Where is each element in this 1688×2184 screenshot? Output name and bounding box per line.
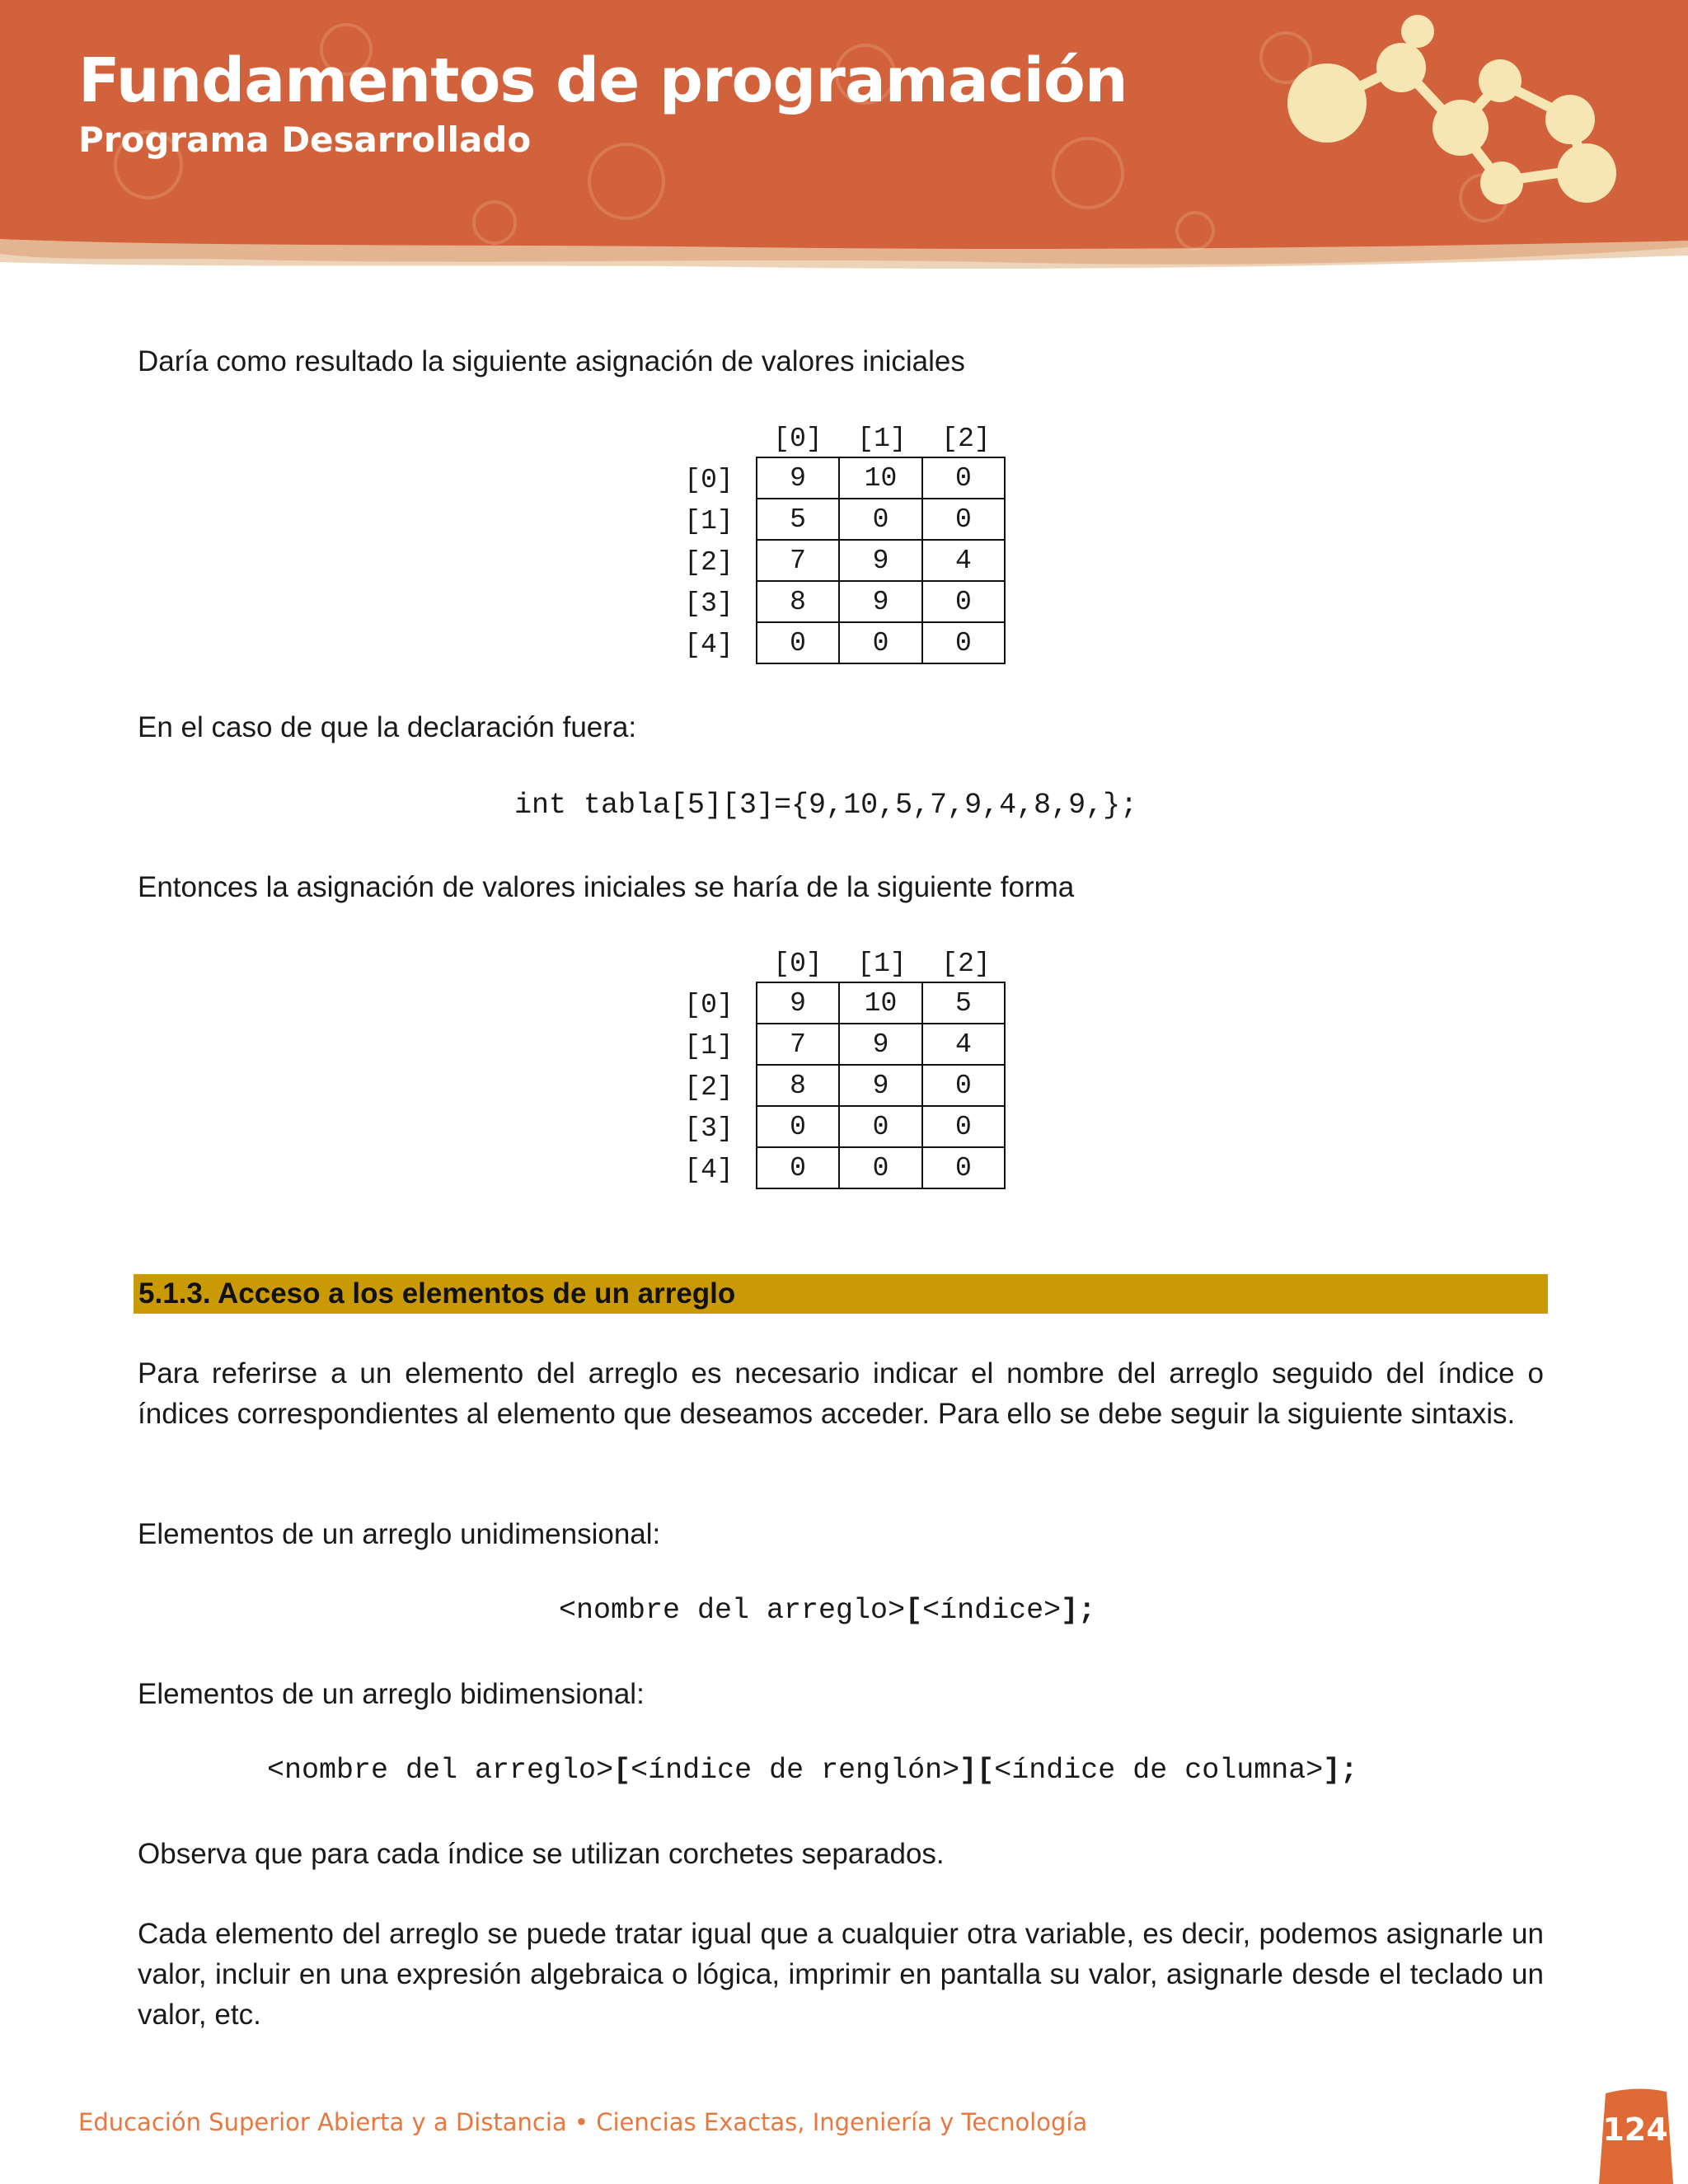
column-header: [0] xyxy=(773,949,823,979)
table-cell: 0 xyxy=(839,499,922,540)
table-cell: 0 xyxy=(922,457,1005,499)
table-row xyxy=(757,540,1005,581)
table-cell: 0 xyxy=(922,1106,1005,1147)
matrix-initial-values-1 xyxy=(676,424,1006,671)
table-cell: 9 xyxy=(839,540,922,581)
row-label: [4] xyxy=(684,630,734,660)
paragraph-bidimensional: Elementos de un arreglo bidimensional: xyxy=(138,1678,645,1710)
table-cell: 0 xyxy=(839,1147,922,1188)
row-label: [1] xyxy=(684,1031,734,1062)
row-label: [2] xyxy=(684,547,734,578)
table-cell: 7 xyxy=(757,1024,839,1065)
table-cell: 9 xyxy=(757,982,839,1024)
table-cell: 8 xyxy=(757,581,839,622)
table-cell: 9 xyxy=(839,1024,922,1065)
footer-text: Educación Superior Abierta y a Distancia • Ciencias Exactas, Ingeniería y Tecnología xyxy=(78,2108,1088,2136)
table-cell: 7 xyxy=(757,540,839,581)
code-token: <índice> xyxy=(922,1594,1062,1627)
table-cell: 0 xyxy=(922,622,1005,663)
column-header: [2] xyxy=(941,424,991,454)
matrix-initial-values-2 xyxy=(676,949,1006,1196)
row-label: [0] xyxy=(684,465,734,495)
column-header: [1] xyxy=(857,949,907,979)
code-bidimensional-syntax xyxy=(267,1754,1357,1787)
row-label: [4] xyxy=(684,1155,734,1185)
table-cell: 10 xyxy=(839,982,922,1024)
table-cell: 0 xyxy=(839,622,922,663)
row-label: [0] xyxy=(684,990,734,1020)
code-token: <nombre del arreglo> xyxy=(559,1594,906,1627)
table-cell: 0 xyxy=(757,1147,839,1188)
code-token: [ xyxy=(613,1754,631,1787)
code-unidimensional-syntax xyxy=(559,1594,1095,1627)
table-cell: 8 xyxy=(757,1065,839,1106)
table-row xyxy=(757,457,1005,499)
code-token: <índice de renglón> xyxy=(631,1754,960,1787)
table-cell: 9 xyxy=(839,581,922,622)
column-header: [2] xyxy=(941,949,991,979)
code-declaration: int tabla[5][3]={9,10,5,7,9,4,8,9,}; xyxy=(514,789,1138,822)
code-token: ]; xyxy=(1323,1754,1358,1787)
code-token: ][ xyxy=(959,1754,995,1787)
table-row xyxy=(757,499,1005,540)
section-heading-bar xyxy=(134,1274,1548,1314)
table-cell: 0 xyxy=(922,581,1005,622)
column-header: [1] xyxy=(857,424,907,454)
row-label: [1] xyxy=(684,506,734,537)
paragraph-element-usage: Cada elemento del arreglo se puede tratar igual que a cualquier otra variable, es decir, podemos asignarle un valor, incluir en una expresión algebraica o lógica, imprimir en pantalla su valor, asignarle desde el teclado un valor, etc. xyxy=(138,1918,1544,2031)
table-row xyxy=(757,982,1005,1024)
row-label: [3] xyxy=(684,1113,734,1144)
table-cell: 9 xyxy=(757,457,839,499)
paragraph-unidimensional: Elementos de un arreglo unidimensional: xyxy=(138,1518,661,1550)
table-cell: 10 xyxy=(839,457,922,499)
matrix-table xyxy=(756,982,1006,1189)
code-token: <índice de columna> xyxy=(994,1754,1324,1787)
document-subtitle: Programa Desarrollado xyxy=(78,120,532,160)
paragraph-assignment: Entonces la asignación de valores iniciales se haría de la siguiente forma xyxy=(138,871,1075,903)
table-cell: 0 xyxy=(839,1106,922,1147)
code-token: ]; xyxy=(1061,1594,1096,1627)
table-cell: 4 xyxy=(922,1024,1005,1065)
paragraph-access: Para referirse a un elemento del arreglo es necesario indicar el nombre del arreglo seguido del índice o índices correspondientes al elemento que deseamos acceder. Para ello se debe seguir la siguiente sintaxis. xyxy=(138,1357,1544,1430)
row-label: [3] xyxy=(684,588,734,619)
table-row xyxy=(757,581,1005,622)
table-row xyxy=(757,1065,1005,1106)
code-token: <nombre del arreglo> xyxy=(267,1754,614,1787)
column-header: [0] xyxy=(773,424,823,454)
section-title: 5.1.3. Acceso a los elementos de un arreglo xyxy=(138,1277,736,1310)
paragraph-declaration: En el caso de que la declaración fuera: xyxy=(138,711,637,743)
table-cell: 0 xyxy=(922,1147,1005,1188)
table-row xyxy=(757,1024,1005,1065)
document-title: Fundamentos de programación xyxy=(78,45,1128,116)
table-cell: 4 xyxy=(922,540,1005,581)
table-row xyxy=(757,1147,1005,1188)
table-cell: 0 xyxy=(922,499,1005,540)
table-cell: 0 xyxy=(922,1065,1005,1106)
table-cell: 5 xyxy=(922,982,1005,1024)
table-cell: 0 xyxy=(757,1106,839,1147)
matrix-table xyxy=(756,457,1006,664)
table-cell: 0 xyxy=(757,622,839,663)
table-row xyxy=(757,1106,1005,1147)
page-number: 124 xyxy=(1602,2111,1668,2148)
paragraph-brackets: Observa que para cada índice se utilizan corchetes separados. xyxy=(138,1838,945,1870)
paragraph-intro: Daría como resultado la siguiente asignación de valores iniciales xyxy=(138,345,965,377)
table-cell: 9 xyxy=(839,1065,922,1106)
row-label: [2] xyxy=(684,1072,734,1103)
table-cell: 5 xyxy=(757,499,839,540)
table-row xyxy=(757,622,1005,663)
code-token: [ xyxy=(905,1594,923,1627)
